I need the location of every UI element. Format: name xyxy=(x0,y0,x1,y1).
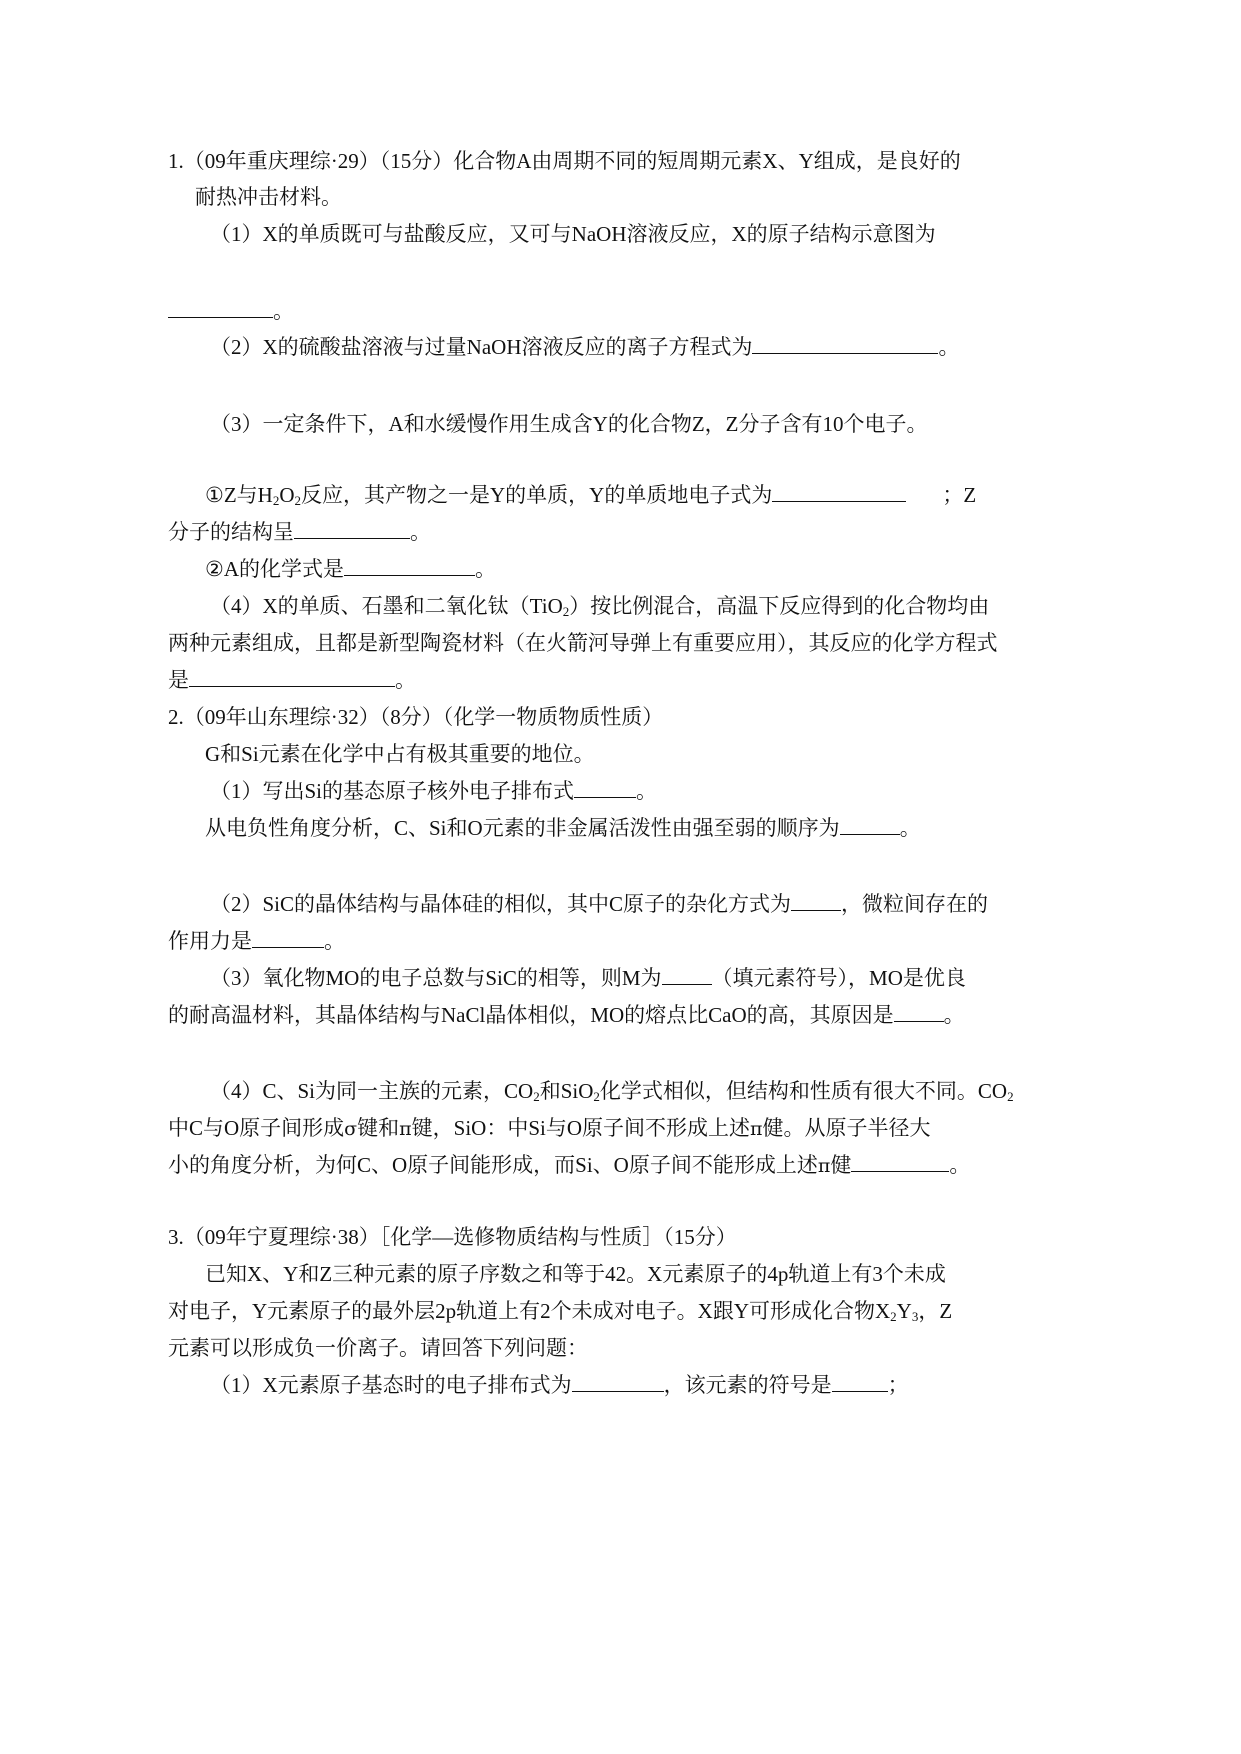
q1-part1 xyxy=(210,220,936,248)
q2-part4-line2-c: 键，SiO：中Si与O原子间不形成上述 xyxy=(411,1116,751,1140)
q1-sub2-text: A的化学式是 xyxy=(223,557,344,581)
q2-part2-mid: ，微粒间存在的 xyxy=(841,892,989,916)
subscript: 2 xyxy=(593,1089,600,1104)
subscript: 2 xyxy=(533,1089,540,1104)
q1-sub1-text-a: Z与H xyxy=(223,483,273,507)
q3-heading xyxy=(168,1223,737,1251)
q1-heading-text: （09年重庆理综·29）（15分）化合物A由周期不同的短周期元素X、Y组成，是良好的 xyxy=(183,149,961,173)
q3-intro-cont xyxy=(168,1297,952,1325)
answer-blank[interactable] xyxy=(791,890,841,911)
pi-symbol: π xyxy=(817,1155,831,1177)
subscript: 2 xyxy=(294,493,301,508)
pi-symbol: π xyxy=(399,1118,412,1140)
answer-blank[interactable] xyxy=(662,964,712,985)
subscript: 3 xyxy=(911,1309,919,1324)
q1-sub2 xyxy=(205,555,496,583)
q2-part4-text-a: （4）C、Si为同一主族的元素，CO xyxy=(210,1079,534,1103)
q1-part4-end: 。 xyxy=(395,668,416,692)
q3-part1-mid: ，该元素的符号是 xyxy=(663,1373,832,1397)
subscript: 2 xyxy=(562,604,570,619)
q2-part4-line2-d: 健。从原子半径大 xyxy=(762,1116,931,1140)
answer-blank[interactable] xyxy=(772,481,906,502)
q2-part4-line3-b: 健 xyxy=(830,1153,852,1177)
q1-part4 xyxy=(210,592,989,620)
q1-sub1-cont xyxy=(168,518,431,546)
q2-part2-cont xyxy=(168,927,345,955)
q2-part4-line2-a: 中C与O原子间形成 xyxy=(168,1116,345,1140)
q2-part4-cont2 xyxy=(168,1151,970,1180)
circled-one-marker: ① xyxy=(205,483,224,507)
q2-number: 2. xyxy=(168,705,184,729)
q1-part1-answer-line xyxy=(168,297,294,325)
answer-blank[interactable] xyxy=(252,927,324,948)
q2-part3-end: 。 xyxy=(943,1003,965,1027)
q1-sub2-end: 。 xyxy=(475,557,496,581)
q3-part1 xyxy=(210,1371,909,1399)
answer-blank[interactable] xyxy=(574,777,636,798)
subscript: 2 xyxy=(890,1309,897,1324)
q2-part4-text-c: 化学式相似，但结构和性质有很大不同。CO xyxy=(599,1079,1008,1103)
q1-part2-end: 。 xyxy=(938,335,960,359)
q2-part4-end: 。 xyxy=(949,1153,971,1177)
answer-blank[interactable] xyxy=(294,518,410,539)
answer-blank[interactable] xyxy=(894,1001,944,1022)
answer-blank[interactable] xyxy=(189,666,395,687)
q2-part2-line2-text: 作用力是 xyxy=(168,929,252,953)
q3-intro: 已知X、Y和Z三种元素的原子序数之和等于42。X元素原子的4p轨道上有3个未成 xyxy=(205,1262,946,1286)
q2-part2 xyxy=(210,890,988,918)
q3-part1-end: ； xyxy=(887,1373,909,1397)
pi-symbol: π xyxy=(750,1118,763,1140)
q1-sub1-text-b: O xyxy=(279,483,295,507)
q3-intro2-text-b: Y xyxy=(896,1299,912,1323)
q1-sub1-line2-text: 分子的结构呈 xyxy=(168,520,294,544)
q1-sub1-text-c: 反应，其产物之一是Y的单质，Y的单质地电子式为 xyxy=(301,483,773,507)
q1-part2 xyxy=(210,333,959,361)
q3-intro2-text-c: ，Z xyxy=(918,1299,953,1323)
q2-heading-text: （09年山东理综·32）（8分）（化学一物质物质性质） xyxy=(183,705,664,729)
circled-two-marker: ② xyxy=(205,557,224,581)
q1-sub1-text-d: ；Z xyxy=(942,483,977,507)
q1-part1-text: （1）X的单质既可与盐酸反应，又可与NaOH溶液反应，X的原子结构示意图为 xyxy=(210,222,936,246)
q1-part1-end: 。 xyxy=(273,299,294,323)
subscript: 2 xyxy=(1007,1089,1014,1104)
q2-part1-text: （1）写出Si的基态原子核外电子排布式 xyxy=(210,779,575,803)
q3-heading-text: （09年宁夏理综·38）［化学—选修物质结构与性质］（15分） xyxy=(183,1225,737,1249)
answer-blank[interactable] xyxy=(344,555,475,576)
q3-part1-text: （1）X元素原子基态时的电子排布式为 xyxy=(210,1373,572,1397)
q2-part1b-text: 从电负性角度分析，C、Si和O元素的非金属活泼性由强至弱的顺序为 xyxy=(205,816,840,840)
q2-heading xyxy=(168,703,663,731)
q2-part1b xyxy=(205,814,921,842)
q1-part4-text-a: （4）X的单质、石墨和二氧化钛（TiO xyxy=(210,594,563,618)
q1-sub1 xyxy=(205,481,976,509)
q2-part4-text-b: 和SiO xyxy=(539,1079,594,1103)
q3-intro-cont2: 元素可以形成负一价离子。请回答下列问题： xyxy=(168,1336,588,1360)
q2-part2-text: （2）SiC的晶体结构与晶体硅的相似，其中C原子的杂化方式为 xyxy=(210,892,792,916)
q2-part3 xyxy=(210,964,966,992)
answer-blank[interactable] xyxy=(832,1371,888,1392)
q3-intro2-text-a: 对电子，Y元素原子的最外层2p轨道上有2个未成对电子。X跟Y可形成化合物X xyxy=(168,1299,891,1323)
answer-blank[interactable] xyxy=(851,1151,949,1172)
q1-sub1-end: 。 xyxy=(410,520,431,544)
subscript: 2 xyxy=(272,493,280,508)
answer-blank[interactable] xyxy=(572,1371,664,1392)
q2-part2-end: 。 xyxy=(324,929,345,953)
q2-part1-end: 。 xyxy=(636,779,658,803)
q1-part4-line3-text: 是 xyxy=(168,668,189,692)
q2-part3-line2-text: 的耐高温材料，其晶体结构与NaCl晶体相似，MO的熔点比CaO的高，其原因是 xyxy=(168,1003,894,1027)
q2-part1 xyxy=(210,777,657,805)
q1-part4-cont2 xyxy=(168,666,416,694)
q2-part4-line3-a: 小的角度分析，为何C、O原子间能形成，而Si、O原子间不能形成上述 xyxy=(168,1153,818,1177)
sigma-symbol: σ xyxy=(344,1118,358,1140)
q1-number: 1. xyxy=(168,149,184,173)
q2-intro: G和Si元素在化学中占有极其重要的地位。 xyxy=(205,742,595,766)
q2-part3-mid: （填元素符号），MO是优良 xyxy=(711,966,966,990)
q1-part2-text: （2）X的硫酸盐溶液与过量NaOH溶液反应的离子方程式为 xyxy=(210,335,753,359)
q3-number: 3. xyxy=(168,1225,184,1249)
q2-part3-cont xyxy=(168,1001,965,1029)
q2-part1b-end: 。 xyxy=(899,816,921,840)
answer-blank[interactable] xyxy=(840,814,900,835)
answer-blank[interactable] xyxy=(168,297,273,318)
q1-part3: （3）一定条件下，A和水缓慢作用生成含Y的化合物Z，Z分子含有10个电子。 xyxy=(210,412,928,436)
q2-part3-text: （3）氧化物MO的电子总数与SiC的相等，则M为 xyxy=(210,966,662,990)
q2-part4-cont xyxy=(168,1114,931,1143)
q2-part4 xyxy=(210,1077,1014,1105)
q1-part4-cont: 两种元素组成，且都是新型陶瓷材料（在火箭河导弹上有重要应用），其反应的化学方程式 xyxy=(168,631,998,655)
answer-blank[interactable] xyxy=(752,333,938,354)
q2-part4-line2-b: 键和 xyxy=(357,1116,400,1140)
q1-heading xyxy=(168,147,961,175)
q1-heading-cont: 耐热冲击材料。 xyxy=(195,185,342,209)
q1-part4-text-b: ）按比例混合，高温下反应得到的化合物均由 xyxy=(569,594,990,618)
